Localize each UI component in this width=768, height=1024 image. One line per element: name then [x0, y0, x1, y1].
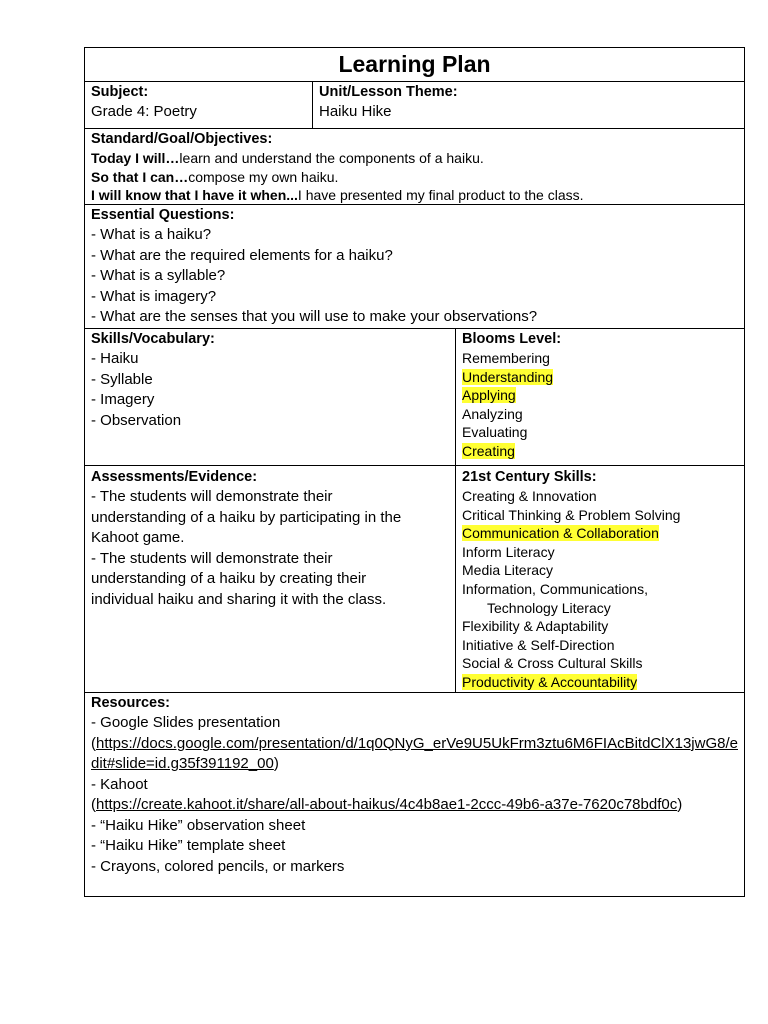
list-item	[462, 368, 738, 387]
assessments-label: Assessments/Evidence:	[91, 469, 258, 485]
century-skill-highlighted: Communication & Collaboration	[462, 525, 659, 542]
skills-label: Skills/Vocabulary:	[91, 331, 215, 347]
resources-label: Resources:	[91, 695, 170, 711]
essential-row	[85, 204, 744, 328]
theme-cell	[312, 82, 744, 128]
assessments-cell	[85, 466, 455, 692]
list-item: - Imagery	[91, 391, 155, 408]
blooms-level: Remembering	[462, 350, 550, 366]
blooms-level: Evaluating	[462, 424, 528, 441]
list-item: Creating & Innovation	[462, 488, 597, 504]
subject-row	[85, 81, 744, 128]
list-item: - “Haiku Hike” observation sheet	[91, 816, 306, 834]
list-item: - Google Slides presentation	[91, 714, 281, 731]
list-item: - Observation	[91, 411, 182, 429]
blooms-level-highlighted: Creating	[462, 442, 515, 459]
list-item	[462, 673, 738, 692]
list-item	[462, 423, 738, 442]
kahoot-link-line: (https://create.kahoot.it/share/all-about-haikus/4c4b8ae1-2ccc-49b6-a37e-7620c78bdf0c)	[91, 796, 683, 813]
essential-label: Essential Questions:	[91, 207, 235, 223]
objective-lead: So that I can…	[91, 168, 189, 185]
text-line: - The students will demonstrate their	[91, 549, 333, 567]
list-item: Critical Thinking & Problem Solving	[462, 506, 681, 523]
subject-value: Grade 4: Poetry	[91, 103, 197, 120]
list-item: - What are the required elements for a haiku?	[91, 246, 393, 264]
theme-value: Haiku Hike	[319, 103, 392, 120]
list-item: - “Haiku Hike” template sheet	[91, 837, 286, 854]
text-line: understanding of a haiku by participating in the	[91, 508, 402, 526]
blooms-level-highlighted: Understanding	[462, 368, 554, 385]
list-item: - Crayons, colored pencils, or markers	[91, 857, 345, 875]
blooms-level: Analyzing	[462, 405, 523, 422]
objective-lead: Today I will…	[91, 150, 180, 166]
text-line: Kahoot game.	[91, 529, 185, 546]
title-row	[85, 48, 744, 81]
standard-label: Standard/Goal/Objectives:	[91, 131, 273, 147]
list-item: Information, Communications,	[462, 580, 648, 597]
list-item	[462, 386, 738, 405]
list-item	[462, 442, 738, 461]
list-item: Initiative & Self-Direction	[462, 636, 615, 653]
list-item	[462, 524, 738, 543]
blooms-level-highlighted: Applying	[462, 387, 516, 404]
century-cell	[455, 466, 744, 692]
century-skill-highlighted: Productivity & Accountability	[462, 673, 638, 690]
list-item: - Syllable	[91, 370, 153, 388]
objective-text: I have presented my final product to the class.	[297, 187, 584, 204]
text-line: individual haiku and sharing it with the class.	[91, 590, 387, 608]
list-item: - What is imagery?	[91, 287, 217, 305]
kahoot-link[interactable]: https://create.kahoot.it/share/all-about-haikus/4c4b8ae1-2ccc-49b6-a37e-7620c78bdf0c	[96, 796, 678, 813]
objective-line	[91, 186, 738, 205]
skills-cell	[85, 329, 455, 465]
blooms-label: Blooms Level:	[462, 331, 562, 347]
list-item: - Haiku	[91, 350, 139, 367]
text-line: understanding of a haiku by creating their	[91, 570, 367, 587]
list-item: Media Literacy	[462, 562, 554, 579]
skills-row	[85, 328, 744, 465]
blooms-cell	[455, 329, 744, 465]
list-item	[462, 405, 738, 424]
text-line: - The students will demonstrate their	[91, 488, 333, 505]
slides-link-line: (https://docs.google.com/presentation/d/1q0QNyG_erVe9U5UkFrm3ztu6M6FIAcBitdClX13jwG8/edit#slide=id.g35f391192_00)	[91, 734, 738, 772]
assessments-row	[85, 465, 744, 692]
list-item: Social & Cross Cultural Skills	[462, 655, 643, 672]
list-item: Flexibility & Adaptability	[462, 618, 609, 635]
list-item: - What are the senses that you will use to make your observations?	[91, 308, 538, 325]
standard-row	[85, 128, 744, 204]
objective-text: learn and understand the components of a haiku.	[179, 150, 484, 166]
learning-plan-table	[84, 47, 745, 897]
list-item: - What is a haiku?	[91, 226, 212, 243]
subject-cell	[85, 82, 312, 128]
standard-cell	[85, 129, 744, 204]
essential-cell	[85, 205, 744, 328]
resources-cell	[85, 693, 744, 896]
slides-link[interactable]: https://docs.google.com/presentation/d/1q0QNyG_erVe9U5UkFrm3ztu6M6FIAcBitdClX13jwG8/edit#slide=id.g35f391192_00	[91, 734, 738, 772]
objective-line	[91, 168, 738, 187]
list-item: - What is a syllable?	[91, 267, 226, 284]
list-item: Inform Literacy	[462, 543, 555, 560]
objective-line	[91, 149, 738, 168]
resources-row	[85, 692, 744, 896]
subject-label: Subject:	[91, 84, 149, 100]
list-item	[462, 349, 738, 368]
page-title: Learning Plan	[338, 51, 491, 77]
objective-lead: I will know that I have it when...	[91, 187, 298, 204]
list-item: Technology Literacy	[487, 599, 611, 616]
century-label: 21st Century Skills:	[462, 469, 597, 485]
theme-label: Unit/Lesson Theme:	[319, 84, 458, 100]
objective-text: compose my own haiku.	[188, 168, 339, 185]
list-item: - Kahoot	[91, 775, 148, 793]
